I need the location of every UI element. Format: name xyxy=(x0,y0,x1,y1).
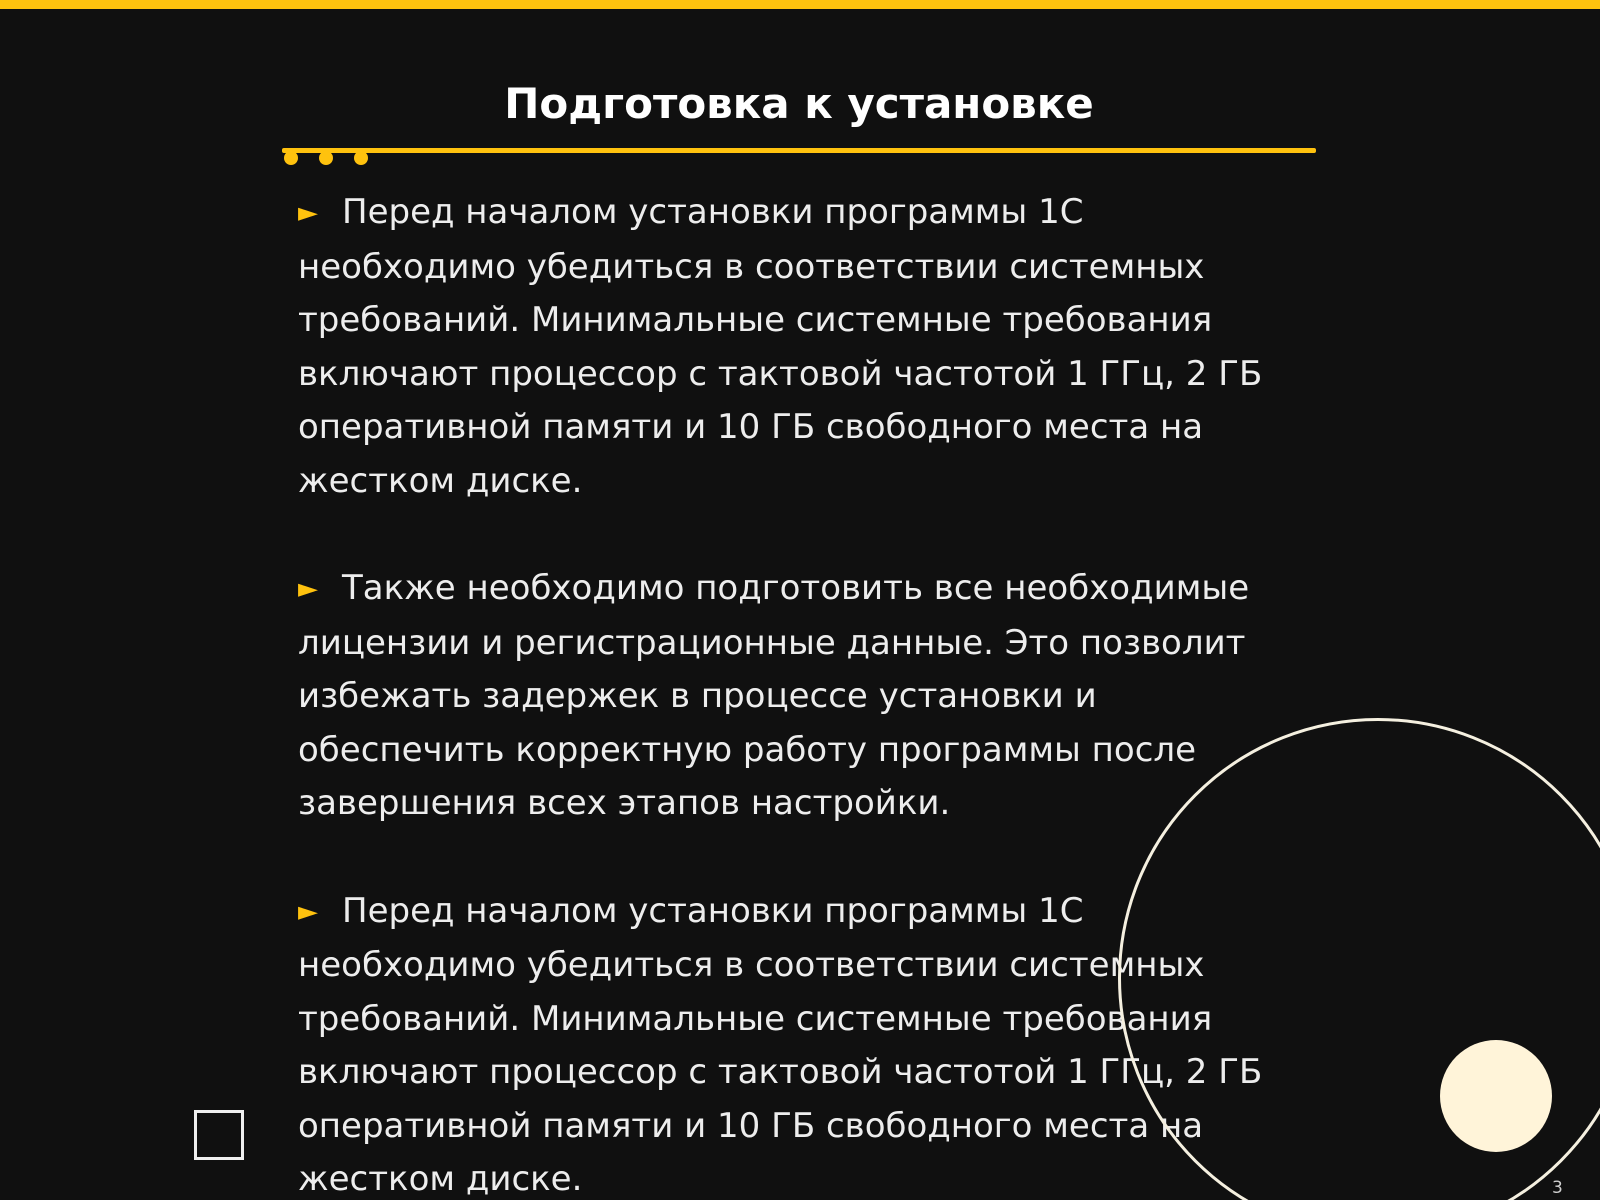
decorative-dots xyxy=(282,151,372,167)
paragraph-2 xyxy=(298,562,1308,831)
paragraph-text: Перед началом установки программы 1С необходимо убедиться в соответствии системных требований. Минимальные системные требования включают процессор с тактовой частотой 1 ГГц, 2 ГБ оперативной памяти и 10 ГБ свободного места на жестком диске. xyxy=(298,192,1263,501)
dot-icon xyxy=(319,151,333,165)
title-underline xyxy=(282,148,1316,153)
dot-icon xyxy=(354,151,368,165)
triangle-right-icon: ► xyxy=(298,198,318,228)
paragraph-1 xyxy=(298,186,1308,508)
triangle-right-icon: ► xyxy=(298,896,318,927)
paragraph-text: Также необходимо подготовить все необходимые лицензии и регистрационные данные. Это позволит избежать задержек в процессе установки и обеспечить корректную работу программы после завершения всех этапов настройки. xyxy=(298,568,1250,823)
decorative-circle xyxy=(1440,1040,1552,1152)
paragraph-text: Перед началом установки программы 1С необходимо убедиться в соответствии системных требований. Минимальные системные требования включают процессор с тактовой частотой 1 ГГц, 2 ГБ оперативной памяти и 10 ГБ свободного места на жестком диске. xyxy=(298,890,1263,1199)
triangle-right-icon: ► xyxy=(298,574,318,604)
dot-icon xyxy=(284,151,298,165)
decorative-square xyxy=(194,1110,244,1160)
top-accent-bar xyxy=(0,0,1600,9)
slide-title: Подготовка к установке xyxy=(504,79,1094,128)
page-number: 3 xyxy=(1552,1178,1563,1198)
